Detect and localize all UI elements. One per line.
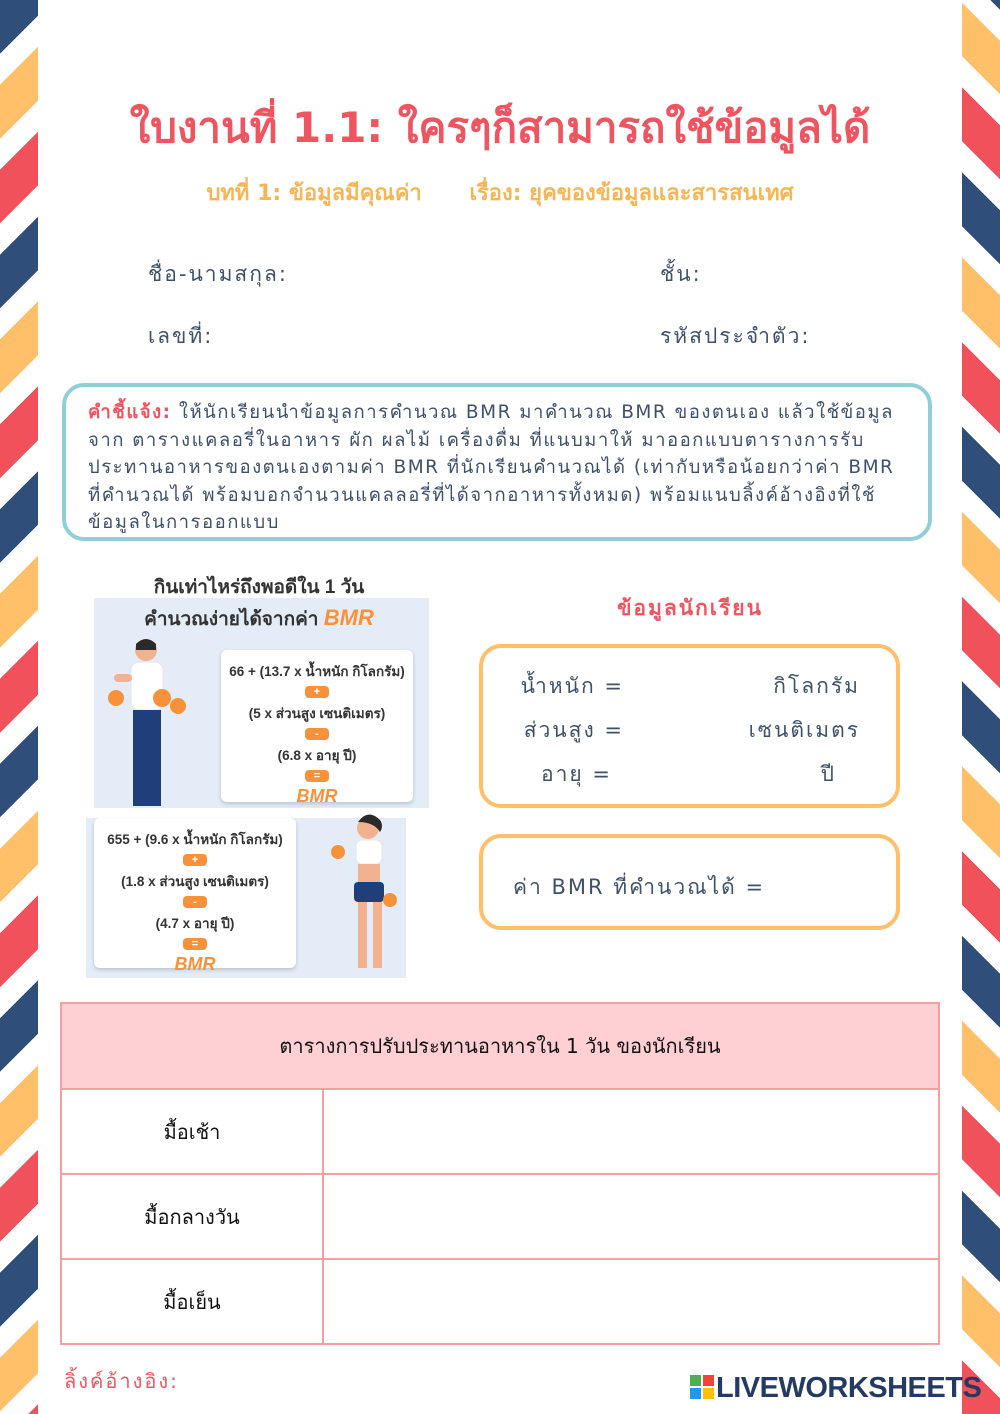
meal-entry-breakfast[interactable] (323, 1089, 939, 1174)
height-label: ส่วนสูง = (523, 718, 624, 742)
infographic-heading-line1: กินเท่าไหร่ถึงพอดีใน 1 วัน (153, 577, 365, 598)
student-info-title: ข้อมูลนักเรียน (617, 596, 763, 620)
plus-icon: + (183, 854, 207, 866)
liveworksheets-logo (690, 1372, 981, 1405)
bmr-infographic (86, 568, 432, 980)
male-formula-result: BMR (296, 786, 338, 806)
instructions-text: ให้นักเรียนนำข้อมูลการคำนวณ BMR มาคำนวณ BMR ของตนเอง แล้วใช้ข้อมูลจาก ตารางแคลอรี่ในอาหาร ผัก ผลไม้ เครื่องดื่ม ที่แนบมาให้ มาออกแบบตารางการรับประทานอาหารของตนเองตามค่า BMR ที่นักเรียนคำนวณได้ (เท่ากับหรือน้อยกว่าค่า BMR ที่คำนวณได้ พร้อมบอกจำนวนแคลลอรี่ที่ได้จากอาหารทั้งหมด) พร้อมแนบลิ้งค์อ้างอิงที่ใช้ข้อมูลในการออกแบบ (88, 402, 895, 533)
equals-icon: = (305, 770, 329, 782)
meal-table-title: ตารางการปรับประทานอาหารใน 1 วัน ของนักเรียน (61, 1003, 939, 1089)
decorative-border-right (962, 0, 1000, 1414)
infographic-heading-bmr: BMR (323, 605, 374, 630)
man-with-dumbbells-illustration (106, 634, 196, 810)
female-formula-line2: (1.8 x ส่วนสูง เซนติเมตร) (121, 874, 269, 889)
female-formula-line3: (4.7 x อายุ ปี) (155, 916, 235, 931)
age-unit: ปี (820, 762, 836, 786)
liveworksheets-icon (690, 1375, 714, 1399)
infographic-heading-line2: คำนวณง่ายได้จากค่า (144, 609, 319, 630)
minus-icon: - (305, 728, 329, 740)
student-info-box (479, 644, 900, 808)
instructions-label: คำชี้แจ้ง: (88, 402, 172, 423)
bmr-result-box (479, 834, 900, 930)
worksheet-subtitle (40, 175, 960, 210)
lesson-label: บทที่ 1: ข้อมูลมีคุณค่า (206, 181, 422, 206)
table-row (61, 1174, 939, 1259)
meal-name-dinner: มื้อเย็น (61, 1259, 323, 1344)
decorative-border-left (0, 0, 38, 1414)
minus-icon: - (183, 896, 207, 908)
male-formula-line2: (5 x ส่วนสูง เซนติเมตร) (248, 706, 386, 721)
student-id-field-label: รหัสประจำตัว: (660, 324, 811, 348)
class-field-label: ชั้น: (660, 262, 702, 286)
meal-name-lunch: มื้อกลางวัน (61, 1174, 323, 1259)
male-formula-line3: (6.8 x อายุ ปี) (277, 748, 357, 763)
number-field-label: เลขที่: (148, 324, 214, 348)
plus-icon: + (305, 686, 329, 698)
name-field-label: ชื่อ-นามสกุล: (148, 262, 288, 286)
liveworksheets-brand: LIVEWORKSHEETS (716, 1372, 982, 1404)
meal-plan-table (60, 1002, 940, 1345)
female-formula-result: BMR (174, 954, 216, 974)
weight-unit: กิโลกรัม (773, 674, 860, 698)
male-bmr-formula-card (221, 650, 413, 806)
topic-label: เรื่อง: ยุคของข้อมูลและสารสนเทศ (469, 181, 794, 206)
female-bmr-formula-card (94, 818, 296, 974)
meal-entry-lunch[interactable] (323, 1174, 939, 1259)
female-formula-line1: 655 + (9.6 x น้ำหนัก กิโลกรัม) (107, 832, 283, 847)
meal-entry-dinner[interactable] (323, 1259, 939, 1344)
equals-icon: = (183, 938, 207, 950)
height-unit: เซนติเมตร (748, 718, 860, 742)
table-row (61, 1259, 939, 1344)
weight-label: น้ำหนัก = (520, 674, 624, 698)
table-row (61, 1089, 939, 1174)
bmr-result-label: ค่า BMR ที่คำนวณได้ = (513, 875, 766, 899)
male-formula-line1: 66 + (13.7 x น้ำหนัก กิโลกรัม) (229, 664, 405, 679)
worksheet-title: ใบงานที่ 1.1: ใครๆก็สามารถใช้ข้อมูลได้ (129, 103, 871, 152)
age-label: อายุ = (541, 762, 612, 786)
woman-with-dumbbells-illustration (318, 808, 418, 978)
instructions-box (62, 383, 932, 541)
meal-name-breakfast: มื้อเช้า (61, 1089, 323, 1174)
reference-link-label: ลิ้งค์อ้างอิง: (64, 1369, 179, 1393)
